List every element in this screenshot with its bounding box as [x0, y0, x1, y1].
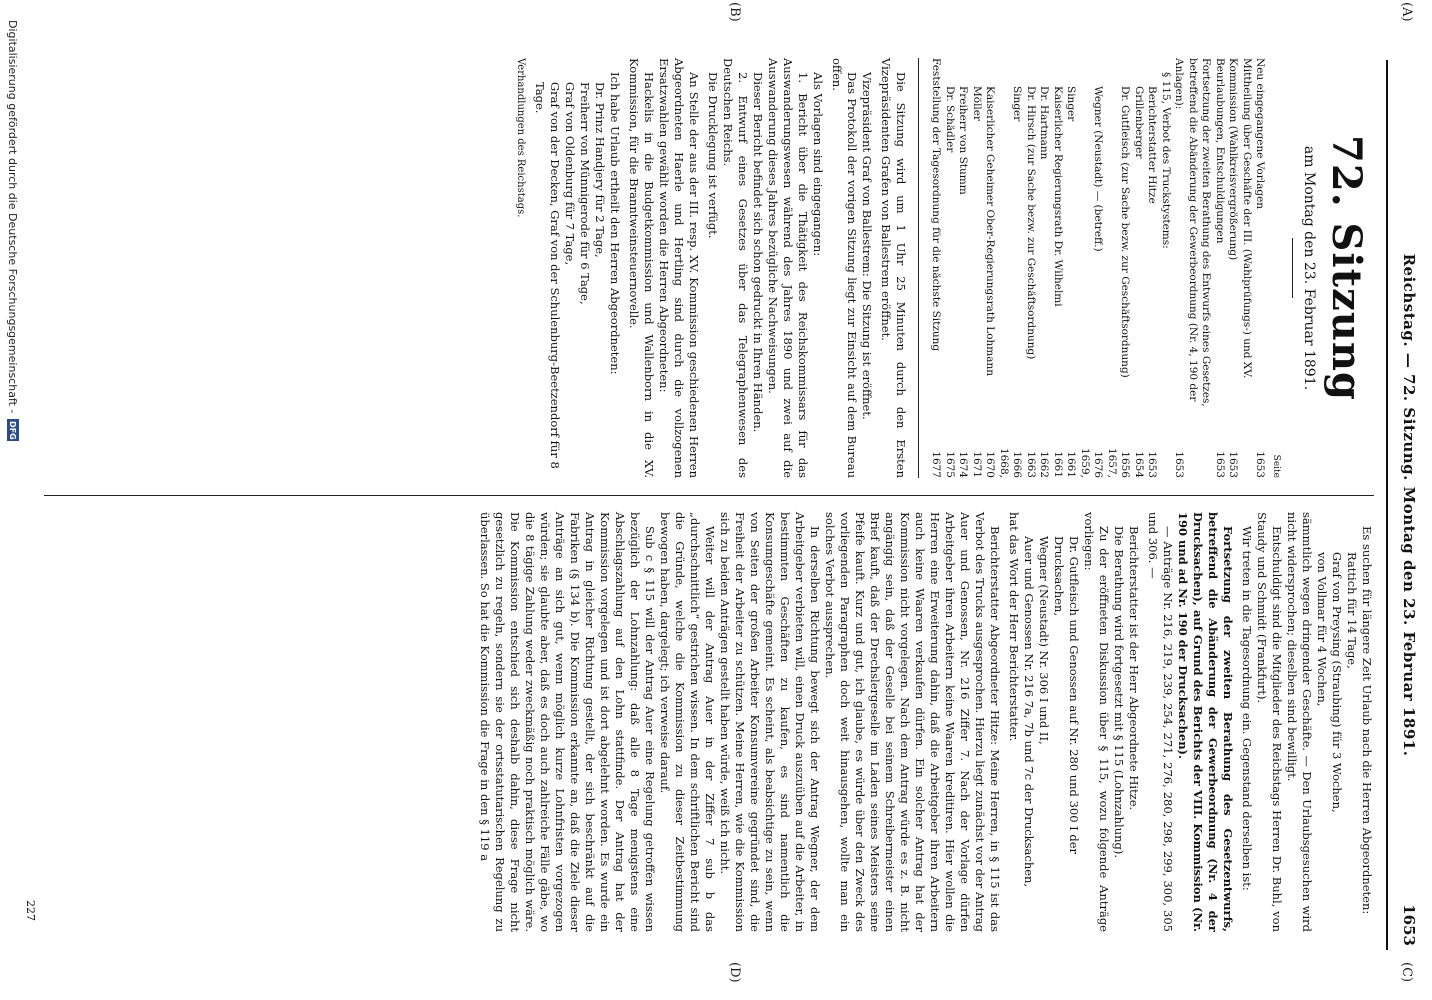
list-item: Dr. Prinz Handjery für 2 Tage, — [593, 82, 607, 258]
protocol-note: Das Protokoll der vorigen Sitzung liegt zur Einsicht auf dem Bureau offen. — [830, 58, 859, 478]
left-column — [513, 58, 1374, 478]
toc-entry-title: Kaiserlicher Geheimer Ober-Regierungsrath Lohmann — [984, 86, 997, 377]
list-item: Graf von Preysing (Straubing) für 3 Wochen, — [1330, 552, 1344, 813]
list-item: Wegner (Neustadt) Nr. 306 I und II, — [1037, 536, 1051, 745]
toc-row — [1172, 58, 1213, 478]
margin-marker-c: (C) — [1399, 962, 1414, 983]
session-date: am Montag den 23. Februar 1891. — [1301, 145, 1317, 391]
table-of-contents — [929, 58, 1282, 478]
toc-entry-page: 1661 — [1052, 451, 1064, 478]
toc-entry-title: Möller — [971, 86, 983, 122]
margin-marker-b: (B) — [727, 2, 742, 22]
antraege-names — [1021, 512, 1081, 932]
toc-row — [1064, 58, 1091, 478]
toc-entry-title: Feststellung der Tagesordnung für die nächste Sitzung — [930, 58, 943, 352]
toc-entry-page: 1653 — [1254, 451, 1267, 478]
urlaub-decision: sämmtlich wegen dringender Geschäfte. — Den Urlaubsgesuchen wird nicht widersprochen; dieselben sind bewilligt. — [1285, 512, 1314, 932]
toc-entry-title: Mittheilung über Geschäfte der III. (Wahlprüfungs-) und XV. Kommission (Wahlkreisvergrößerung) — [1227, 58, 1253, 379]
toc-entry-title: Freiherr von Stumm — [957, 86, 970, 195]
urlaub-names — [1314, 512, 1359, 932]
list-item: Rattich für 14 Tage, — [1345, 552, 1359, 669]
list-item: Freiherr von Münnigerode für 6 Tage, — [578, 82, 592, 305]
agenda-item: Fortsetzung der zweiten Berathung des Gesetzentwurfs, betreffend die Abänderung der Gewerbeordnung (Nr. 4 der Drucksachen), auf Grund des Berichts der VIII. Kommission (Nr. 190 und ad Nr. 190 der Drucksachen). — [1176, 512, 1235, 932]
toc-entry-title: Fortsetzung der zweiten Berathung des Entwurfs eines Gesetzes, betreffend die Abänderung der Gewerbeordnung (Nr. 4, 190 der Anlagen): — [1173, 58, 1213, 407]
toc-entry-page: 1668, 1670 — [984, 447, 1010, 478]
sheet-number: 227 — [24, 900, 37, 921]
opening-statement: Die Sitzung wird um 1 Uhr 25 Minuten durch den Ersten Vizepräsidenten Grafen von Ballestrem eröffnet. — [879, 58, 908, 478]
toc-entry-title: Dr. Hirsch (zur Sache bezw. zur Geschäftsordnung) — [1025, 86, 1037, 360]
wort-note: hat das Wort der Herr Berichterstatter. — [1007, 512, 1021, 742]
entschuldigt-note: Entschuldigt sind die Mitglieder des Reichstags Herren Dr. Buhl, von Staudy und Schmidt (Frankfurt). — [1255, 512, 1284, 932]
toc-row — [1145, 58, 1159, 478]
title-rule — [1292, 238, 1293, 298]
toc-entry-title: Dr. Schädler — [944, 86, 956, 153]
list-item: Graf von Oldenburg für 7 Tage, — [563, 82, 577, 266]
toc-row — [1132, 58, 1146, 478]
digitization-note — [4, 20, 22, 980]
toc-row — [1051, 58, 1065, 478]
page-header — [1386, 60, 1426, 950]
toc-entry-title: Wegner (Neustadt) — (betreff.) — [1092, 86, 1105, 252]
urlaub-lead: Es suchen für längere Zeit Urlaub nach die Herren Abgeordneten: — [1360, 526, 1374, 915]
toc-entry-page: 1653 — [1173, 451, 1186, 478]
toc-entry-page: 1653 — [1227, 451, 1240, 478]
president-opening: Vizepräsident Graf von Ballestrem: Die Sitzung ist eröffnet. — [860, 72, 874, 420]
toc-entry-page: 1671 — [971, 451, 983, 478]
publication-footer: Verhandlungen des Reichstags. — [515, 58, 526, 218]
toc-entry-title: Neu eingegangene Vorlagen — [1254, 58, 1267, 210]
speech-paragraph-4: Sub c § 115 will der Antrag Auer eine Regelung getroffen wissen bezüglich der Lohnzahlung: daß alle 8 Tage menigstens eine Abschlagszahlung auf den Lohn stattfinde. Der Antrag hat der Kommission vorgelegen und ist dort abgelehnt worden. Es wurde ein Antrag in gleicher Richtung gestellt, der sich beschränkt auf die Fabriken (§ 134 b). Die Kommission erkannte an, daß die Ziele dieser Anträge an sich gut, wenn möglich kurze Lohnfristen vorgezogen würden; sie glaubte aber, daß es doch auch zahlreiche Fälle gäbe, wo die 8 tägige Zahlung weder zweckmäßig noch praktisch möglich wäre. Die Kommission entschied sich deshalb dahin, diese Frage nicht gesetzlich zu regeln, sondern sie der ortsstatutarischen Regelung zu überlassen. So hat die Kommission die Frage in den § 119 a — [478, 512, 657, 932]
toc-entry-title: Dr. Hartmann — [1038, 86, 1051, 160]
toc-entry-title: Beurlaubungen, Entschuldigungen — [1214, 58, 1226, 244]
toc-row — [970, 58, 984, 478]
header-rule — [1386, 60, 1388, 950]
column-divider — [44, 495, 1374, 496]
toc-entry-title: Grillenberger — [1133, 86, 1145, 159]
kommission-note: An Stelle der aus der III. resp. XV. Kommission geschiedenen Herren Abgeordneten Haerle und Hertling sind durch die vollzogenen Ersatzwahlen gewählt worden die Herren Abgeordneten: — [657, 58, 701, 478]
toc-row — [1010, 58, 1024, 478]
toc-row — [983, 58, 1010, 478]
toc-separator — [918, 58, 919, 478]
druck-note: Die Drucklegung ist verfügt. — [706, 72, 720, 239]
list-item: Graf von der Decken, Graf von der Schulenburg-Beetzendorf für 8 Tage. — [533, 82, 562, 469]
toc-entry-title: Singer — [1065, 86, 1078, 122]
speech-paragraph-3: Weiter will der Antrag Auer in der Ziffer 7 sub b das „durchschnittlich“ gestrichen wissen. In dem schriftlichen Bericht sind die Gründe, welche die Kommission zu dieser Zeitbestimmung bewogen haben, dargelegt; ich verweise darauf. — [658, 512, 717, 932]
vorlage-1: 1. Bericht über die Thätigkeit des Reichskommissars für das Auswanderungswesen während des Jahres 1890 und zwei auf die Auswanderung dieses Jahres bezügliche Nachweisungen. — [766, 58, 810, 478]
toc-row — [943, 58, 957, 478]
toc-entry-title: Berichterstatter Hitze — [1146, 86, 1159, 204]
toc-entry-page: 1677 — [930, 451, 943, 478]
urlaub-heading: Ich habe Urlaub ertheilt den Herren Abgeordneten: — [608, 72, 622, 375]
margin-marker-d: (D) — [727, 962, 742, 983]
speech-hitze: Berichterstatter Abgeordneter Hitze: Meine Herren, in § 115 ist das Verbot des Trucks ausgesprochen. Hierzu liegt zunächst vor der Antrag Auer und Genossen, Nr. 216 Ziffer 7. Nach der Vorlage dürfen Arbeitgeber ihren Arbeitern keine Waaren kreditiren. Hier wollen die Herren eine Erweiterung dahin, daß die Arbeitgeber ihren Arbeitern auch keine Waaren verkaufen dürfen. Ein solcher Antrag hat der Kommission nicht vorgelegen. Nach dem Antrag würde es z. B. nicht angängig sein, daß der Geselle bei seinem Schreibermeister einen Brief kauft, daß der Drechslergeselle im Laden seines Meisters seine Pfeife kauft. Kurz und gut, ich glaube, es würde über den Zweck des vorliegenden Paragraphen doch weit hinausgehen, wollte man ein solches Verbot aussprechen. — [823, 512, 1002, 932]
toc-entry-page: 1674 — [957, 451, 970, 478]
toc-row — [1213, 58, 1227, 478]
right-column — [477, 512, 1374, 932]
margin-marker-a: (A) — [1399, 2, 1414, 22]
toc-entry-page: 1653 — [1214, 451, 1226, 478]
toc-entry-page: 1662 — [1038, 451, 1051, 478]
toc-row — [1253, 58, 1267, 478]
toc-entry-title: Singer — [1011, 86, 1024, 122]
vorlagen-heading: Als Vorlagen sind eingegangen: — [811, 72, 825, 257]
toc-row — [929, 58, 943, 478]
toc-row — [1226, 58, 1253, 478]
page-number: 1653 — [1400, 904, 1418, 946]
toc-entry-page: 1654 — [1133, 451, 1145, 478]
toc-entry-title: § 115, Verbot des Truckstystems: — [1160, 72, 1172, 249]
toc-entry-page: 1675 — [944, 451, 956, 478]
toc-entry-page: 1663 — [1025, 451, 1037, 478]
toc-row — [956, 58, 970, 478]
session-title: 72. Sitzung — [1323, 135, 1370, 401]
toc-entry-page: 1659, 1661 — [1065, 447, 1091, 478]
toc-entry-page: 1666 — [1011, 451, 1024, 478]
kommission-names: Hackelis in die Budgetkommission und Wallenborn in die XV. Kommission, für die Branntweinsteuernovelle. — [627, 58, 656, 478]
digitization-text: Digitalisierung gefördert durch die Deutsche Forschungsgemeinschaft - — [6, 20, 20, 414]
toc-entry-page: 1653 — [1146, 451, 1159, 478]
dfg-logo: DFG — [8, 421, 18, 440]
list-item: Auer und Genossen Nr. 216 7a, 7b und 7c der Drucksachen, — [1022, 536, 1036, 888]
list-item: von Vollmar für 4 Wochen, — [1315, 552, 1329, 707]
toc-row — [1118, 58, 1132, 478]
toc-seite-label: Seite — [1271, 454, 1281, 478]
tagesordnung-note: Wir treten in die Tagesordnung ein. Gegenstand derselben ist: — [1240, 526, 1254, 891]
diskussion-note: Zu der eröffneten Diskussion über § 115, wozu folgende Anträge vorliegen: — [1082, 512, 1111, 932]
vorlage-note: Dieser Bericht befindet sich schon gedruckt in Ihren Händen. — [751, 72, 765, 433]
urlaub-list — [532, 58, 607, 478]
toc-entry-page: 1656 — [1119, 451, 1132, 478]
toc-row — [1091, 58, 1118, 478]
berichterstatter-note: Berichterstatter ist der Herr Abgeordnete Hitze. — [1127, 526, 1141, 811]
toc-row — [1159, 58, 1173, 478]
list-item: Dr. Gutfleisch und Genossen auf Nr. 280 und 300 I der Drucksachen, — [1052, 536, 1081, 855]
vorlage-2: 2. Entwurf eines Gesetzes über das Telegraphenwesen des Deutschen Reichs. — [721, 58, 750, 478]
speech-paragraph-2: In derselben Richtung bewegt sich der Antrag Wegner, der dem Arbeitgeber verbieten will, einen Druck auszuüben auf die Arbeiter, in bestimmten Geschäften zu kaufen, es sind namentlich die Konsumgeschäfte gemeint. Es scheint, als beabsichtige zu sein, wenn von Seiten der großen Arbeiter Konsumvereine gegründet sind, die Freiheit der Arbeiter zu schützen. Meine Herren, wie die Kommission sich zu beiden Anträgen gestellt haben würde, weiß ich nicht. — [718, 512, 822, 932]
toc-row — [1024, 58, 1038, 478]
running-header: Reichstag. — 72. Sitzung. Montag den 23. Februar 1891. — [1400, 253, 1418, 757]
toc-entry-title: Kaiserlicher Regierungsrath Dr. Wilhelmi — [1052, 86, 1064, 307]
berathung-note: Die Berathung wird fortgesetzt mit § 115 (Lohnzahlung). — [1112, 526, 1126, 859]
toc-entry-title: Dr. Gutfleisch (zur Sache bezw. zur Geschäftsordnung) — [1119, 86, 1132, 378]
antraege-list: — Anträge Nr. 216, 219, 239, 254, 271, 276, 280, 298, 299, 300, 305 und 306. — — [1146, 512, 1175, 932]
toc-entry-page: 1657, 1676 — [1092, 447, 1118, 478]
toc-row — [1037, 58, 1051, 478]
